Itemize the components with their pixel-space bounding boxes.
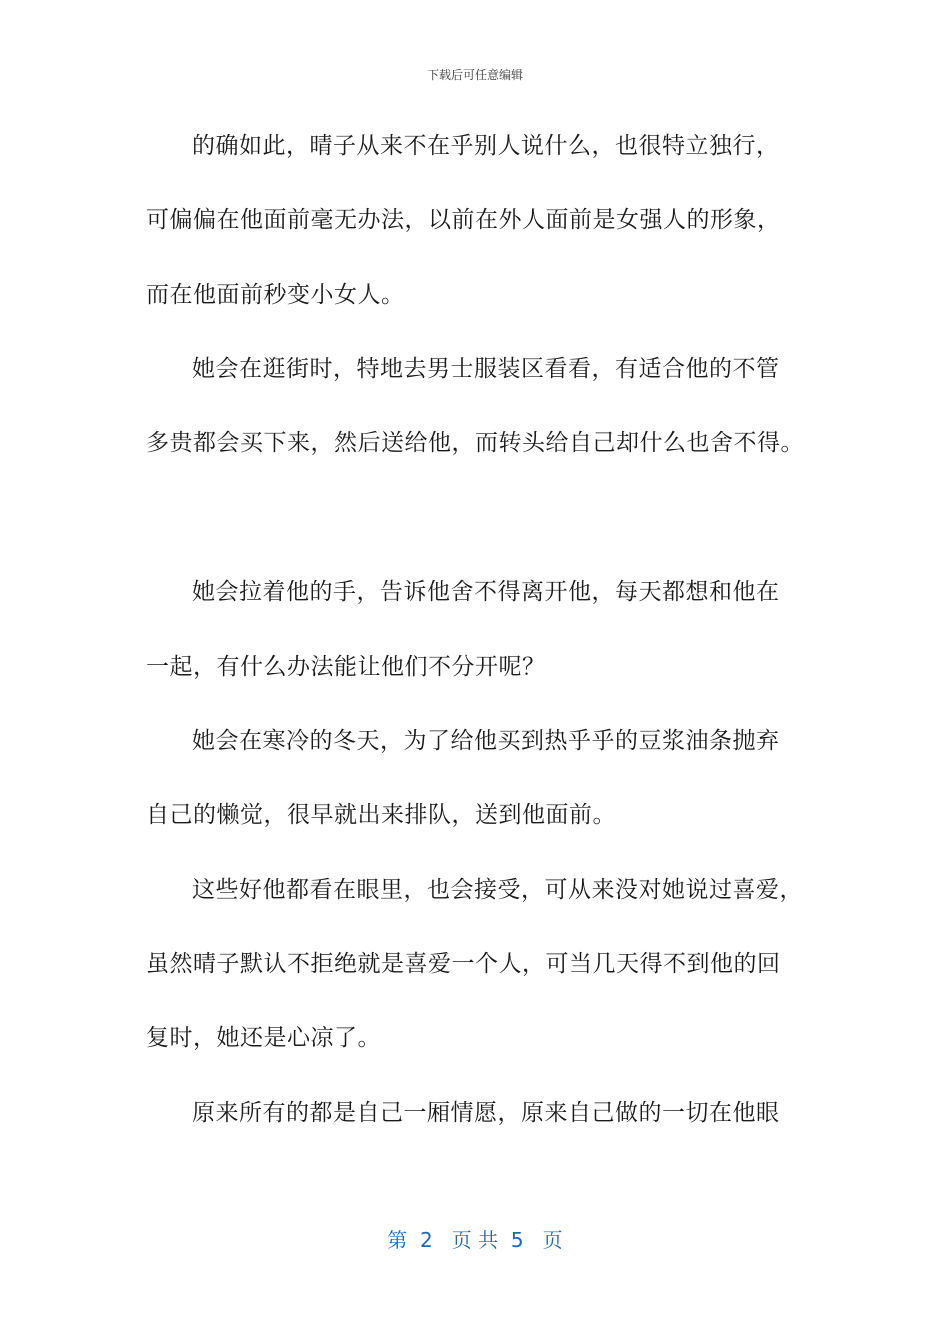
paragraph-line: 而在他面前秒变小女人。 — [146, 281, 405, 308]
paragraph-line: 她会拉着他的手，告诉他舍不得离开他，每天都想和他在 — [192, 579, 780, 606]
paragraph-line: 多贵都会买下来，然后送给他，而转头给自己却什么也舍不得。 — [146, 430, 804, 457]
page-footer: 第 2 页 共 5 页 — [387, 1228, 563, 1252]
paragraph-line: 原来所有的都是自己一厢情愿，原来自己做的一切在他眼 — [192, 1099, 780, 1126]
document-body — [146, 128, 816, 1169]
paragraph-gap — [146, 499, 816, 574]
paragraph-line: 她会在逛街时，特地去男士服装区看看，有适合他的不管 — [192, 355, 780, 382]
paragraph-line: 这些好他都看在眼里，也会接受，可从来没对她说过喜爱， — [192, 876, 803, 903]
page-header: 下载后可任意编辑 — [426, 68, 523, 82]
paragraph-line: 可偏偏在他面前毫无办法，以前在外人面前是女强人的形象， — [146, 207, 781, 234]
paragraph-line: 一起，有什么办法能让他们不分开呢？ — [146, 653, 546, 680]
paragraph-line: 的确如此，晴子从来不在乎别人说什么，也很特立独行， — [192, 133, 780, 159]
paragraph-line: 她会在寒冷的冬天，为了给他买到热乎乎的豆浆油条抛弃 — [192, 728, 780, 755]
paragraph-line: 自己的懒觉，很早就出来排队，送到他面前。 — [146, 802, 616, 829]
paragraph-line: 复时，她还是心凉了。 — [146, 1025, 381, 1052]
paragraph-line: 虽然晴子默认不拒绝就是喜爱一个人，可当几天得不到他的回 — [146, 950, 781, 977]
